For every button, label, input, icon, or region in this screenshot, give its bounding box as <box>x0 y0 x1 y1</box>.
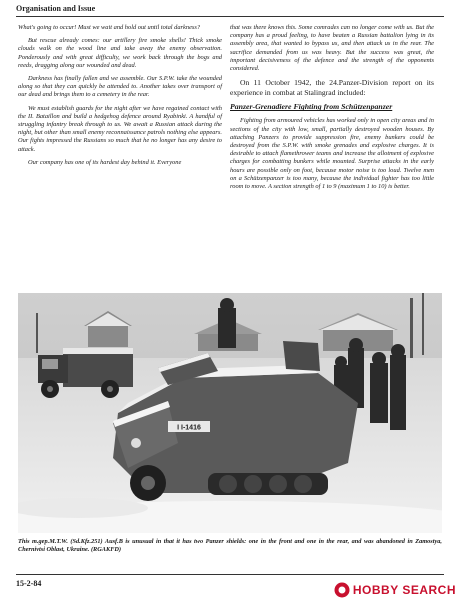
section-heading: Panzer-Grenadiere Fighting from Schützenpanzer <box>230 102 393 112</box>
hobby-search-logo-icon <box>334 582 350 598</box>
vehicle-marking: I I-1416 <box>177 424 201 432</box>
header-divider <box>16 16 444 17</box>
report-paragraph-1: Fighting from armoured vehicles has worked only in open city areas and in sections of the city with low, small, partially destroyed wooden houses. By attaching Panzers to provide suppression fire, enemy bunkers could be destroyed from the S.P.W. with smoke grenades and explosive charges. It is desirable to attach flamethrower teams and increase the allotment of explosive charges for combatting bunkers while mounted. Surprise attacks in the early hours are possible only on foot, because motor noise is too loud. Twelve men on a Schützenpanzer is too many, because the individual fighter has too little room to move. A section strength of 1 to 9 (maximum 1 to 10) is better. <box>230 117 434 191</box>
photo-caption: This m.gep.M.T.W. (Sd.Kfz.251) Ausf.B is unusual in that it has two Panzer shields: one in the front and one in the rear, and was abandoned in Zamostya, Chernivtsi Oblast, Ukraine. (RGAKFD) <box>18 538 442 554</box>
right-paragraph-1: that was there knows this. Some comrades can no longer come with us. But the company has a proud feeling, to have beaten a Russian battalion lying in its assembly area, that wanted to bypass us, and then attack us in the rear. The sacrifice demanded from us was heavy. But the success was great, the important decisiveness of the defence and the strength of the opponents considered. <box>230 24 434 73</box>
left-paragraph-1: What's going to occur! Must we wait and hold out until total darkness? <box>18 24 201 31</box>
running-header: Organisation and Issue <box>16 4 96 13</box>
footer-divider <box>16 574 444 575</box>
left-paragraph-2: But rescue already comes: our artillery fire smoke shells! Thick smoke clouds walk on the wood line and take away the enemy observation. Ponderously and with great difficulty, we work back through the bogs and reeds, dragging along our wounded and dead. <box>18 37 222 69</box>
right-text-column <box>230 24 434 196</box>
left-paragraph-5: Our company has one of its hardest day behind it. Everyone <box>28 158 182 166</box>
report-intro: On 11 October 1942, the 24.Panzer-Division report on its experience in combat at Stalingrad included: <box>230 78 434 97</box>
left-text-column <box>18 24 222 172</box>
page-number: 15-2-84 <box>16 579 42 588</box>
left-paragraph-3: Darkness has finally fallen and we assemble. Our S.P.W. take the wounded along so that they can quickly be attended to. Another takes over transport of our dead and brings them to a cemetery in the rear. <box>18 75 222 99</box>
hobby-search-watermark <box>334 582 456 598</box>
left-paragraph-4: We must establish guards for the night after we have regained contact with the II. Bataillon and build a hedgehog defence around Ryabinki. A handful of struggling infantry break through to us. We await a Russian attack during the night, but other than small enemy reconnaissance patrols nothing else appears. Our fights impressed the Russians so much that he no longer has any desire to attack. <box>18 104 222 153</box>
watermark-text: HOBBY SEARCH <box>352 583 456 597</box>
halftrack-photo <box>18 293 442 533</box>
